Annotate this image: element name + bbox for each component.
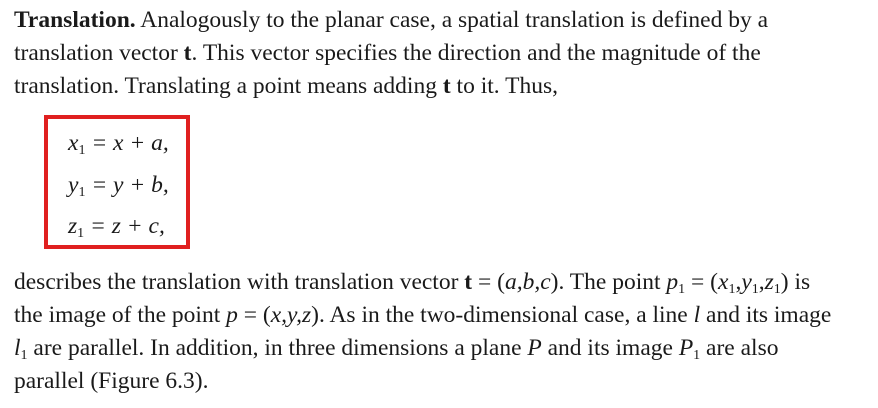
eq-rhs: = z + c, [84,213,165,239]
math-span: y [741,269,752,295]
subscript: 1 [693,348,701,363]
text-line [14,4,874,37]
text-span: describes the translation with translation vector [14,269,465,295]
text-line [14,70,874,103]
math-span: P [527,335,542,361]
text-span: are also [700,335,779,361]
math-span: P [678,335,694,361]
text-span: ). As in the two-dimensional case, a line [311,302,694,328]
text-span: = ( [685,269,718,295]
text-span: to it. Thus, [450,73,558,99]
math-span: l [693,302,701,328]
text-span: translation. Translating a point means adding [14,73,443,99]
math-span: x,y,z [270,302,312,328]
eq-rhs: = y + b, [85,172,169,198]
text-span: translation vector [14,40,184,66]
eq-subscript: 1 [78,185,86,200]
math-span: p [666,269,679,295]
text-span: Analogously to the planar case, a spatial translation is defined by a [135,7,769,33]
section-heading: Translation. [14,7,136,33]
paragraph-translation-definition [14,4,874,103]
vector-symbol: t [183,40,192,66]
text-span: . This vector specifies the direction and the magnitude of the [191,40,761,66]
text-span: = ( [472,269,505,295]
math-span: l [14,335,21,361]
text-span: = ( [237,302,271,328]
text-span: parallel (Figure 6.3). [14,368,209,394]
equations-highlight-box [44,115,190,249]
text-line [14,332,831,365]
subscript: 1 [678,282,686,297]
subscript: 1 [20,348,28,363]
math-span: a,b,c [504,269,551,295]
text-line [14,299,831,332]
text-span: and its image [541,335,679,361]
text-line: describes the translation with translation vector t = (a,b,c). The point $p_1 = (x_1,y_1,z_1)$ is [14,269,811,297]
text-span: the image of the point [14,302,227,328]
eq-rhs: = x + a, [85,130,169,156]
text-span: ) is [780,269,811,295]
vector-symbol: t [442,73,451,99]
equation-z [68,212,165,240]
eq-variable: y [68,172,79,198]
eq-variable: x [68,130,79,156]
text-line [14,365,831,398]
equation-y [68,171,169,199]
eq-variable: z [68,213,78,239]
vector-symbol: t [464,269,473,295]
eq-subscript: 1 [78,143,86,158]
math-span: z [764,269,774,295]
text-span: are parallel. In addition, in three dimensions a plane [27,335,528,361]
text-line [14,37,874,70]
paragraph-translation-description [14,266,831,398]
math-span: p [226,302,238,328]
equation-x [68,129,169,157]
document-page [14,4,874,394]
text-span: ). The point [550,269,667,295]
math-span: x [718,269,729,295]
text-span: and its image [700,302,832,328]
eq-subscript: 1 [77,226,85,241]
